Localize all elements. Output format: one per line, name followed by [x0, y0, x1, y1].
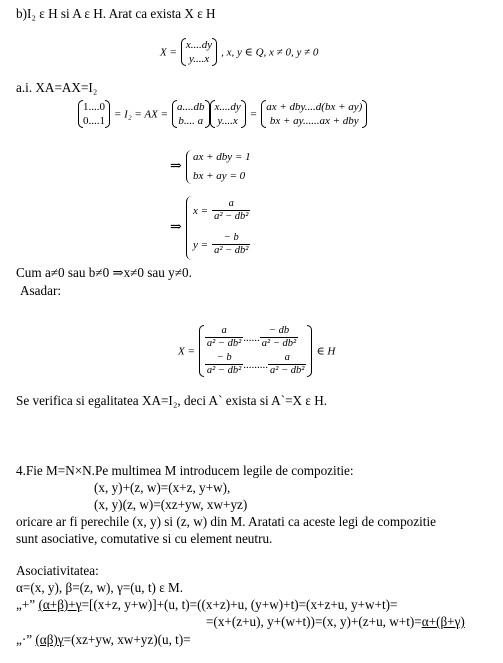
a-matrix: a....db b.... a [172, 100, 210, 128]
problem4-line5: sunt asociative, comutative si cu element neutru. [16, 531, 273, 546]
addition-associativity-line1: „+” (α+β)+γ=[(x+z, y+w)]+(u, t)=((x+z)+u, (y+w)+t)=(x+z+u, y+w+t)= [16, 597, 398, 612]
system-brace-2 [186, 196, 192, 260]
problem4-addition-law: (x, y)+(z, w)=(x+z, y+w), [94, 480, 231, 495]
problem4-multiplication-law: (x, y)(z, w)=(xz+yw, xw+yz) [94, 497, 248, 512]
x-matrix: x....dy y....x [181, 38, 217, 66]
cum-line: Cum a≠0 sau b≠0 ⇒x≠0 sau y≠0. [16, 265, 192, 280]
system1-eq2: bx + ay = 0 [193, 170, 246, 182]
problem4-line1: 4.Fie M=N×N.Pe multimea M introducem legile de compozitie: [16, 463, 354, 478]
addition-associativity-line2: =(x+(z+u), y+(w+t))=(x, y)+(z+u, w+t)=α+(β+γ) [206, 614, 465, 629]
matrix-product-equation: 1....0 0....1 = I₂ = AX = a....db b.... a x....dy y....x = ax + dby....d(bx + ay) bx + ay......ax + dby [78, 100, 367, 128]
system2-y: y = $\frac{- b}{\text{a² − db²}}$ [193, 232, 249, 256]
associativity-heading: Asociativitatea: [16, 563, 99, 578]
system-brace-1 [186, 150, 192, 184]
problem4-line4: oricare ar fi perechile (x, y) si (z, w) din M. Aratati ca aceste legi de compozitie [16, 514, 436, 529]
system1-eq1: ax + dby = 1 [193, 151, 251, 163]
multiplication-associativity-line: „·” (αβ)γ=(xz+yw, xw+yz)(u, t)= [16, 632, 191, 647]
ai-label: a.i. XA=AX=I₂ [16, 80, 98, 95]
element-definitions: α=(x, y), β=(z, w), γ=(u, t) ε M. [16, 580, 184, 595]
verify-line: Se verifica si egalitatea XA=I₂, deci A` exista si A`=X ε H. [16, 393, 328, 408]
implies-arrow-2: ⇒ [170, 220, 182, 235]
x-matrix-2: x....dy y....x [210, 100, 246, 128]
asadar-label: Asadar: [20, 283, 62, 298]
final-x-equation: X = $\frac{a}{\text{a² − db²}}$ ...... $\frac{- db}{\text{a² − db²}}$ $\frac{- b}{\text{a² − db²}}$ ......... $\frac{a}{\text{a² − db²}}$ ∈ H [178, 325, 336, 376]
final-x-matrix: $\frac{a}{\text{a² − db²}}$ ...... $\frac{- db}{\text{a² − db²}}$ $\frac{- b}{\text{a² − db²}}$ ......... $\frac{a}{\text{a² − db²}}$ [199, 325, 313, 377]
system2-x: x = $\frac{a}{\text{a² − db²}}$ [193, 198, 249, 222]
implies-arrow-1: ⇒ [170, 159, 182, 174]
part-b-heading: b)I₂ ε H si A ε H. Arat ca exista X ε H [16, 6, 216, 21]
x-definition: X = x....dy y....x , x, y ∈ Q, x ≠ 0, y ≠ 0 [160, 39, 319, 65]
product-matrix: ax + dby....d(bx + ay) bx + ay......ax + dby [261, 100, 367, 128]
identity-matrix: 1....0 0....1 [78, 100, 110, 128]
